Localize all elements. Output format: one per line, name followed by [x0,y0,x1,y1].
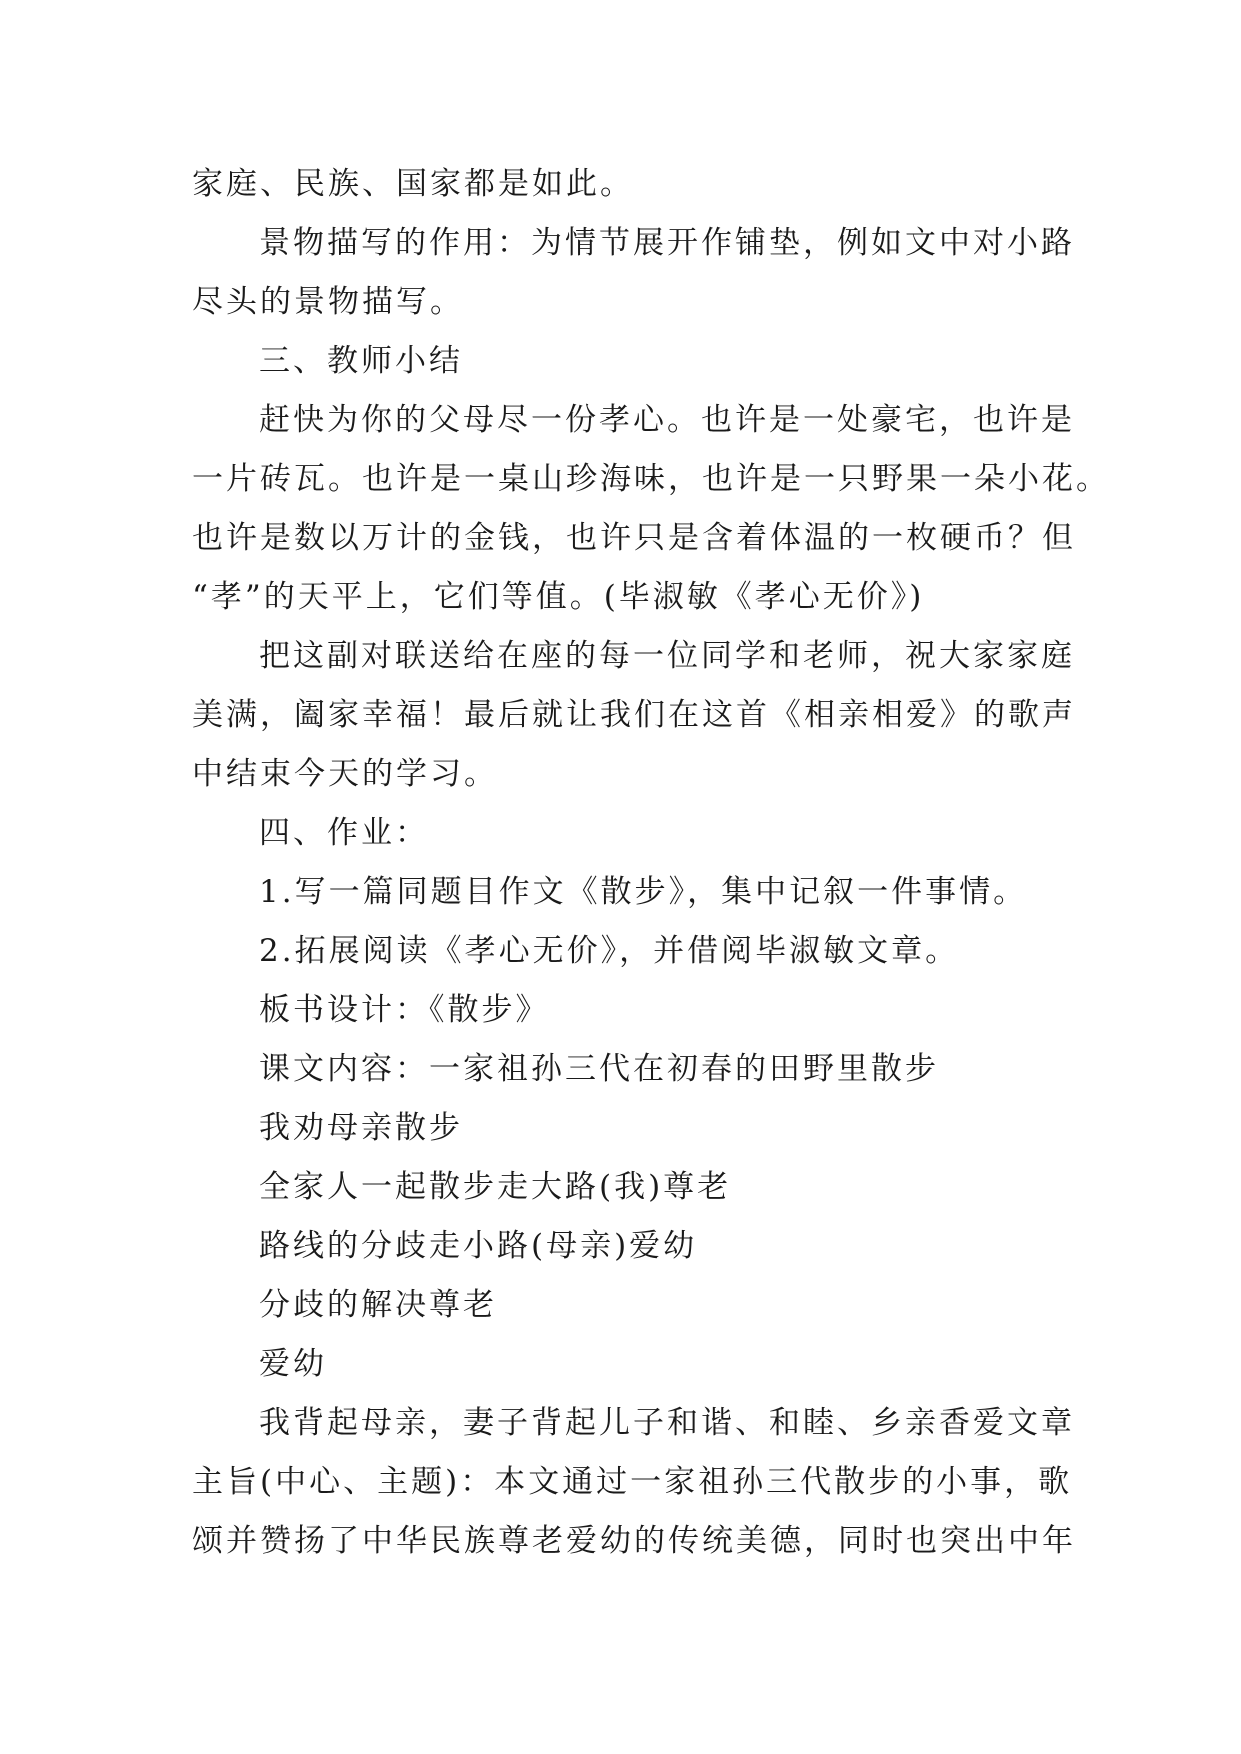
text-line: 美满，阖家幸福！最后就让我们在这首《相亲相爱》的歌声 [192,697,1076,733]
text-line: 主旨(中心、主题)：本文通过一家祖孙三代散步的小事，歌 [192,1464,1073,1500]
text-line: 家庭、民族、国家都是如此。 [192,166,634,202]
text-line: 分歧的解决尊老 [259,1287,497,1323]
text-line: 颂并赞扬了中华民族尊老爱幼的传统美德，同时也突出中年 [192,1523,1076,1559]
section-heading: 三、教师小结 [259,343,463,379]
text-line: 赶快为你的父母尽一份孝心。也许是一处豪宅，也许是 [259,402,1075,438]
text-line: 景物描写的作用：为情节展开作铺垫，例如文中对小路 [259,225,1075,261]
text-line: 我劝母亲散步 [259,1110,463,1146]
text-line: 一片砖瓦。也许是一桌山珍海味，也许是一只野果一朵小花。 [192,461,1110,497]
text-line: 路线的分歧走小路(母亲)爱幼 [259,1228,698,1264]
text-line: 全家人一起散步走大路(我)尊老 [259,1169,732,1205]
text-line: 我背起母亲，妻子背起儿子和谐、和睦、乡亲香爱文章 [259,1405,1075,1441]
list-item: 1.写一篇同题目作文《散步》，集中记叙一件事情。 [259,874,1028,910]
section-heading: 四、作业： [259,815,429,851]
text-line: 也许是数以万计的金钱，也许只是含着体温的一枚硬币？但 [192,520,1076,556]
text-line: 把这副对联送给在座的每一位同学和老师，祝大家家庭 [259,638,1075,674]
document-body [192,155,1110,1571]
text-line: 板书设计：《散步》 [259,992,550,1028]
text-line: 尽头的景物描写。 [192,284,464,320]
list-item: 2.拓展阅读《孝心无价》，并借阅毕淑敏文章。 [259,933,960,969]
text-line: 爱幼 [259,1346,327,1382]
text-line: 中结束今天的学习。 [192,756,498,792]
text-line: “孝”的天平上，它们等值。(毕淑敏《孝心无价》) [192,579,925,615]
text-line: 课文内容：一家祖孙三代在初春的田野里散步 [259,1051,939,1087]
